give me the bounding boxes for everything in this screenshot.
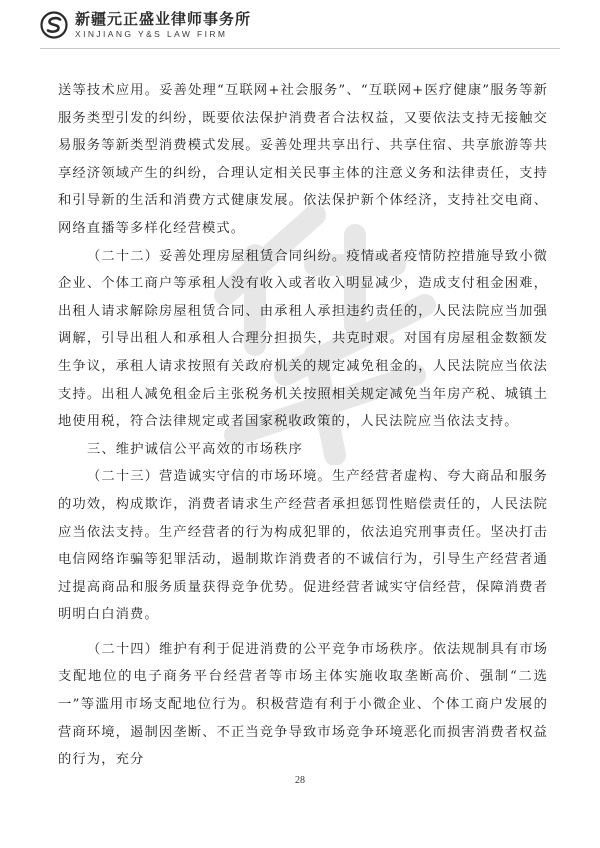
section-heading-3: 三、维护诚信公平高效的市场秩序 <box>87 441 303 457</box>
firm-logo-icon <box>40 11 68 39</box>
paragraph-24: （二十四）维护有利于促进消费的公平竞争市场秩序。依法规制具有市场支配地位的电子商务平台经营者等市场主体实施收取垄断高价、强制“二选一”等滥用市场支配地位行为。积极营造有利于小微企业、个体工商户发展的营商环境，遏制因垄断、不正当竞争导致市场竞争环境恶化而损害消费者权益的行为，充分 <box>58 641 548 768</box>
paragraph-22: （二十二）妥善处理房屋租赁合同纠纷。疫情或者疫情防控措施导致小微企业、个体工商户等承租人没有收入或者收入明显减少，造成支付租金困难，出租人请求解除房屋租赁合同、由承租人承担违约责任的，人民法院应当加强调解，引导出租人和承租人合理分担损失，共克时艰。对国有房屋租金数额发生争议，承租人请求按照有关政府机关的规定减免租金的，人民法院应当依法支持。出租人减免租金后主张税务机关按照相关规定减免当年房产税、城镇土地使用税，符合法律规定或者国家税收政策的，人民法院应当依法支持。 <box>58 248 548 430</box>
header-divider <box>40 48 560 49</box>
firm-name-cn: 新疆元正盛业律师事务所 <box>75 9 252 28</box>
paragraph-23: （二十三）营造诚实守信的市场环境。生产经营者虚构、夸大商品和服务的功效，构成欺诈，消费者请求生产经营者承担惩罚性赔偿责任的，人民法院应当依法支持。生产经营者的行为构成犯罪的，依法追究刑事责任。坚决打击电信网络诈骗等犯罪活动，遏制欺诈消费者的不诚信行为，引导生产经营者通过提高商品和服务质量获得竞争优势。促进经营者诚实守信经营，保障消费者明明白白消费。 <box>58 469 548 623</box>
paragraph-continued: 送等技术应用。妥善处理“互联网+社会服务”、“互联网+医疗健康”服务等新服务类型引发的纠纷，既要依法保护消费者合法权益，又要依法支持无接触交易服务等新类型消费模式发展。妥善处理共享出行、共享住宿、共享旅游等共享经济领域产生的纠纷，合理认定相关民事主体的注意义务和法律责任，支持和引导新的生活和消费方式健康发展。依法保护新个体经济，支持社交电商、网络直播等多样化经营模式。 <box>58 83 548 236</box>
firm-name-block <box>75 11 251 40</box>
page-number: 28 <box>295 775 305 786</box>
document-body <box>58 77 548 774</box>
firm-name-en: XINJIANG Y&S LAW FIRM <box>75 28 228 39</box>
letterhead <box>40 7 251 43</box>
